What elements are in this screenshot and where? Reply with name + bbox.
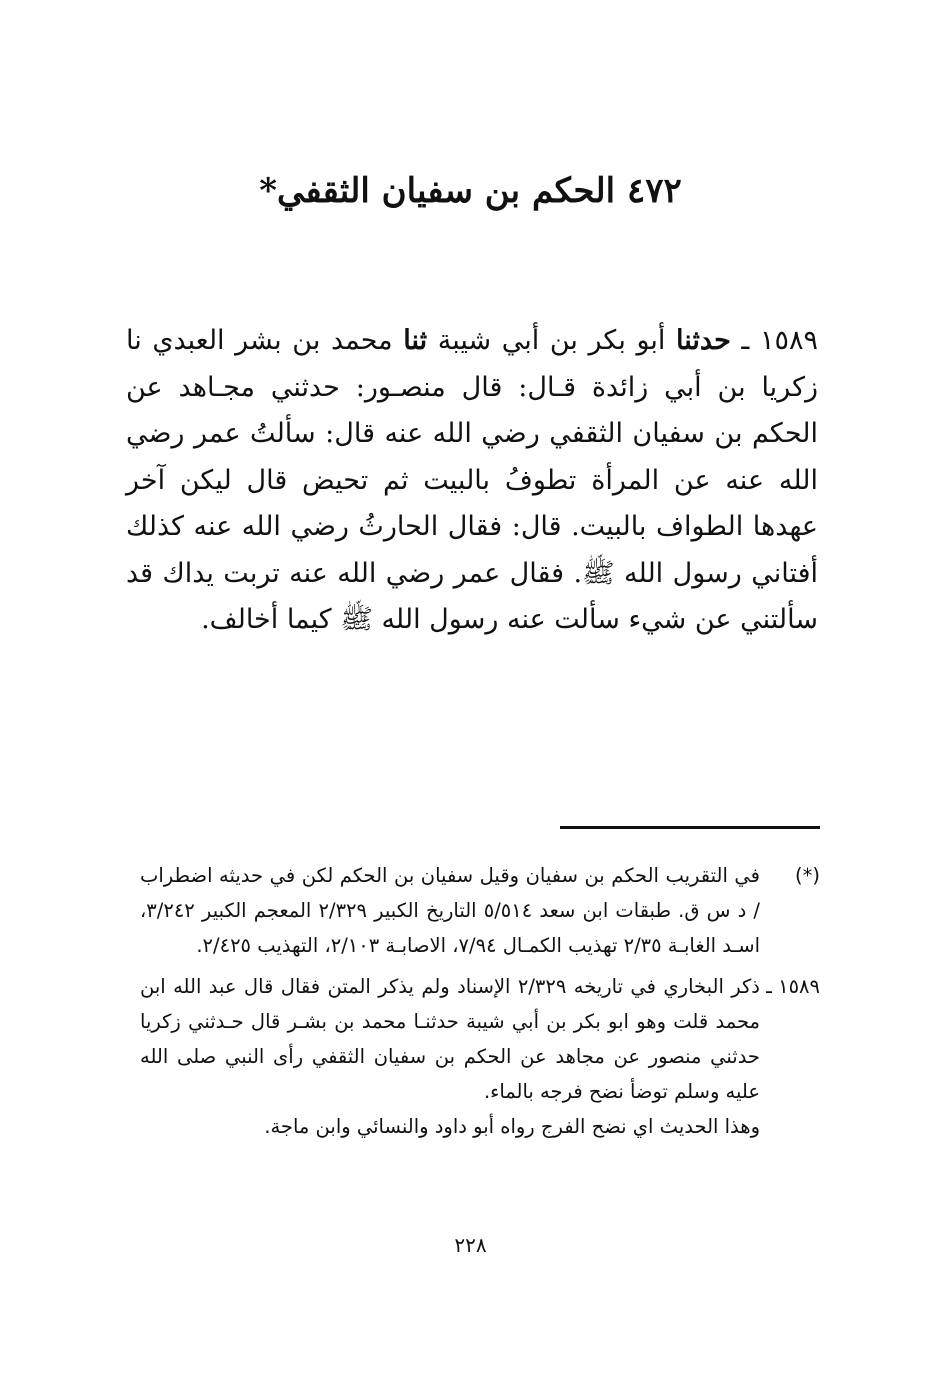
footnote-addendum: وهذا الحديث اي نضح الفرج رواه أبو داود والنسائي وابن ماجة. [264, 1115, 760, 1138]
footnote-biography [140, 858, 820, 963]
page-number: ٢٢٨ [454, 1233, 487, 1257]
footnotes [140, 858, 820, 1144]
footnote-separator [560, 826, 820, 829]
hadith-lead-word: حدثنا [676, 325, 731, 356]
footnote-marker-1589: ١٥٨٩ ـ [766, 975, 820, 998]
hadith-chain-part-1: أبو بكر بن أبي شيبة [437, 325, 666, 356]
footnote-hadith-1589-text: ذكر البخاري في تاريخه ٢/٣٢٩ الإسناد ولم يذكر المتن فقال قال عبد الله ابن محمد قلت وهو ابو بكر بن أبي شيبة حدثنـا محمد بن بشـر قال حـدثني زكريا حدثني منصور عن مجاهد عن الحكم بن سفيان الثقفي رأى النبي صلى الله عليه وسلم توضأ نضح فرجه بالماء. [140, 975, 760, 1103]
footnote-biography-text: في التقريب الحكم بن سفيان وقيل سفيان بن الحكم لكن في حديثه اضطراب / د س ق. طبقات ابن سعد ٥/٥١٤ التاريخ الكبير ٢/٣٢٩ المعجم الكبير ٣/٢٤٢، اسـد الغابـة ٢/٣٥ تهذيب الكمـال ٧/٩٤، الاصابـة ٢/١٠٣، التهذيب ٢/٤٢٥. [140, 864, 761, 957]
hadith-tna-word: ثنا [403, 325, 428, 356]
hadith-chain-and-matn: محمد بن بشر العبدي نا زكريا بن أبي زائدة قـال: قال منصـور: حدثني مجـاهد عن الحكم بن سفيان الثقفي رضي الله عنه قال: سألتُ عمر رضي الله عنه عن المرأة تطوفُ بالبيت ثم تحيض قال ليكن آخر عهدها الطواف بالبيت. قال: فقال الحارثُ رضي الله عنه كذلك أفتاني رسول الله ﷺ. فقال عمر رضي الله عنه تربت يداك قد سألتني عن شيء سألت عنه رسول الله ﷺ كيما أخالف. [126, 325, 818, 635]
entry-heading: ٤٧٢ الحكم بن سفيان الثقفي* [259, 171, 682, 211]
footnote-hadith-1589 [140, 969, 820, 1109]
footnote-marker-asterisk: (*) [795, 864, 820, 887]
hadith-text [126, 318, 818, 644]
hadith-number: ١٥٨٩ ـ [741, 325, 818, 356]
